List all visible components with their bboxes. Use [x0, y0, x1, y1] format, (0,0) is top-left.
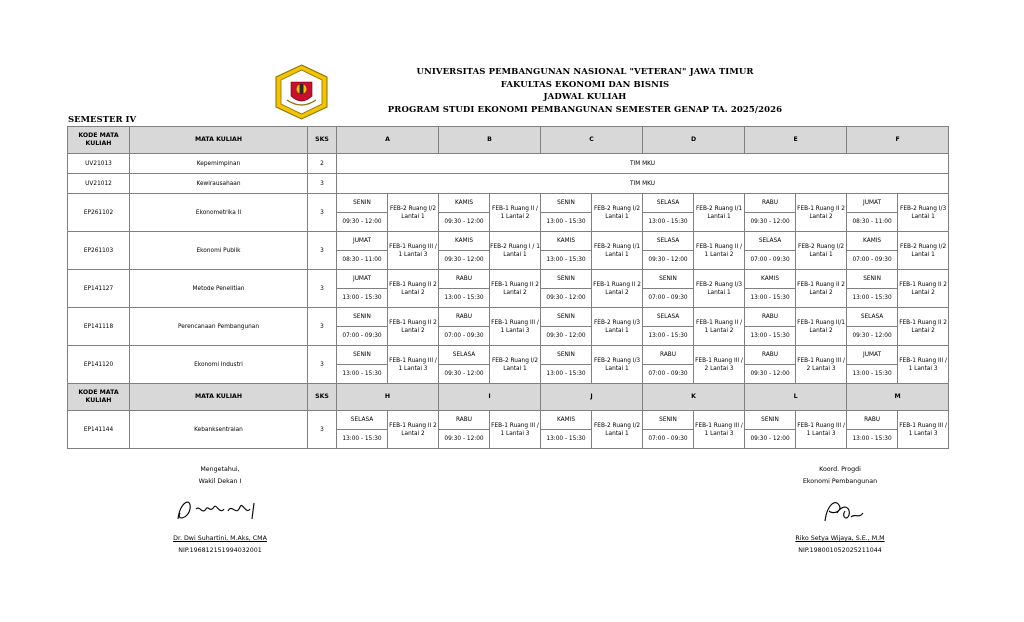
signature-right-nip: NIP.198001052025211044: [798, 547, 882, 554]
session-room: FEB-1 Ruang II / 1 Lantai 2: [694, 232, 745, 270]
session-time: 13:00 - 15:30: [847, 365, 898, 384]
session-day: SELASA: [643, 308, 694, 327]
session-room: FEB-2 Ruang I/2 Lantai 1: [388, 194, 439, 232]
session-room: FEB-2 Ruang I/3 Lantai 1: [694, 270, 745, 308]
session-time: 09:30 - 12:00: [541, 327, 592, 346]
course-sks: 3: [308, 346, 337, 384]
session-room: FEB-1 Ruang II 2 Lantai 2: [490, 270, 541, 308]
session-day: SENIN: [745, 411, 796, 430]
header-class: H: [337, 384, 439, 411]
course-code: EP141118: [68, 308, 130, 346]
session-room: FEB-1 Ruang III / 1 Lantai 3: [796, 411, 847, 449]
course-name: Ekonomi Industri: [130, 346, 308, 384]
session-day: SELASA: [847, 308, 898, 327]
header-course: MATA KULIAH: [130, 127, 308, 154]
session-room: FEB-1 Ruang II 2 Lantai 2: [796, 270, 847, 308]
session-day: RABU: [439, 270, 490, 289]
session-day: SELASA: [745, 232, 796, 251]
header-sks: SKS: [308, 384, 337, 411]
header-class: A: [337, 127, 439, 154]
session-time: 07:00 - 09:30: [337, 327, 388, 346]
session-time: 08:30 - 11:00: [847, 213, 898, 232]
course-code: EP261103: [68, 232, 130, 270]
session-time: 13:00 - 15:30: [337, 289, 388, 308]
course-name: Perencanaan Pembangunan: [130, 308, 308, 346]
session-day: RABU: [439, 308, 490, 327]
session-day: SENIN: [541, 194, 592, 213]
document-header: [300, 66, 870, 116]
session-room: FEB-2 Ruang I/2 Lantai 1: [490, 346, 541, 384]
session-room: FEB-1 Ruang III / 2 Lantai 3: [796, 346, 847, 384]
session-day: RABU: [643, 346, 694, 365]
table-row: [68, 232, 949, 251]
session-time: 09:30 - 12:00: [439, 430, 490, 449]
session-day: SELASA: [337, 411, 388, 430]
session-day: SENIN: [337, 346, 388, 365]
table-row: [68, 154, 949, 174]
session-day: KAMIS: [439, 194, 490, 213]
table-header-row: [68, 384, 949, 411]
session-room: FEB-1 Ruang II 2 Lantai 2: [388, 411, 439, 449]
session-room: FEB-1 Ruang III / 1 Lantai 3: [388, 346, 439, 384]
session-day: SENIN: [337, 194, 388, 213]
session-room: FEB-1 Ruang III / 1 Lantai 3: [898, 346, 949, 384]
signature-right-line2: Ekonomi Pembangunan: [802, 478, 878, 485]
session-time: 09:30 - 12:00: [745, 365, 796, 384]
course-code: UV21012: [68, 174, 130, 194]
course-sks: 3: [308, 174, 337, 194]
session-day: JUMAT: [847, 346, 898, 365]
session-time: 09:30 - 12:00: [847, 327, 898, 346]
session-time: 09:30 - 12:00: [745, 430, 796, 449]
course-sks: 3: [308, 270, 337, 308]
session-day: SENIN: [643, 270, 694, 289]
session-time: 13:00 - 15:30: [847, 430, 898, 449]
table-row: [68, 308, 949, 327]
session-time: 09:30 - 12:00: [541, 289, 592, 308]
session-day: RABU: [847, 411, 898, 430]
header-class: M: [847, 384, 949, 411]
signature-left-image: [170, 491, 270, 528]
course-sks: 3: [308, 308, 337, 346]
session-day: KAMIS: [541, 411, 592, 430]
session-time: 07:00 - 09:30: [439, 327, 490, 346]
document-title: JADWAL KULIAH: [543, 92, 627, 102]
signature-block-left: [160, 464, 280, 557]
signature-right-name: Riko Setya Wijaya, S.E., M.M: [795, 535, 885, 542]
course-code: EP141120: [68, 346, 130, 384]
session-day: SELASA: [439, 346, 490, 365]
signature-left-line2: Wakil Dekan I: [198, 478, 242, 485]
course-sks: 3: [308, 194, 337, 232]
course-sks: 2: [308, 154, 337, 174]
session-room: FEB-1 Ruang II 2 Lantai 2: [796, 194, 847, 232]
session-day: KAMIS: [439, 232, 490, 251]
session-time: 13:00 - 15:30: [541, 365, 592, 384]
session-time: 07:00 - 09:30: [643, 430, 694, 449]
session-day: KAMIS: [541, 232, 592, 251]
session-time: 09:30 - 12:00: [439, 365, 490, 384]
session-room: FEB-2 Ruang I/2 Lantai 1: [592, 194, 643, 232]
session-room: FEB-1 Ruang II/1 Lantai 2: [796, 308, 847, 346]
session-day: SENIN: [337, 308, 388, 327]
session-time: 13:00 - 15:30: [541, 251, 592, 270]
session-time: 13:00 - 15:30: [541, 213, 592, 232]
session-day: SENIN: [541, 270, 592, 289]
signature-left-name: Dr. Dwi Suhartini, M.Aks, CMA: [173, 535, 267, 542]
session-day: SELASA: [643, 232, 694, 251]
schedule-table: [67, 126, 949, 449]
signature-right-image: [805, 491, 875, 528]
course-name: Kepemimpinan: [130, 154, 308, 174]
session-time: 13:00 - 15:30: [643, 327, 694, 346]
session-room: FEB-2 Ruang I/1 Lantai 1: [694, 194, 745, 232]
header-class: B: [439, 127, 541, 154]
session-time: 13:00 - 15:30: [745, 327, 796, 346]
session-time: 13:00 - 15:30: [337, 365, 388, 384]
course-code: UV21013: [68, 154, 130, 174]
session-room: FEB-1 Ruang III / 2 Lantai 3: [694, 346, 745, 384]
session-room: FEB-2 Ruang I/3 Lantai 1: [898, 194, 949, 232]
signature-right-line1: Koord. Progdi: [819, 466, 861, 473]
session-room: FEB-1 Ruang III / 1 Lantai 3: [490, 411, 541, 449]
session-time: 09:30 - 12:00: [439, 251, 490, 270]
header-class: D: [643, 127, 745, 154]
course-name: Metode Penelitian: [130, 270, 308, 308]
table-row: [68, 194, 949, 213]
session-day: JUMAT: [337, 232, 388, 251]
table-row: [68, 270, 949, 289]
session-room: FEB-1 Ruang III / 1 Lantai 3: [694, 411, 745, 449]
session-time: 07:00 - 09:30: [745, 251, 796, 270]
session-time: 07:00 - 09:30: [847, 251, 898, 270]
session-time: 09:30 - 12:00: [439, 213, 490, 232]
session-day: SELASA: [643, 194, 694, 213]
session-room: FEB-1 Ruang III / 1 Lantai 3: [898, 411, 949, 449]
session-day: JUMAT: [847, 194, 898, 213]
session-day: SENIN: [541, 346, 592, 365]
table-row: [68, 174, 949, 194]
table-header-row: [68, 127, 949, 154]
session-room: FEB-1 Ruang II 2 Lantai 2: [592, 270, 643, 308]
tim-mku-note: TIM MKU: [337, 154, 949, 174]
course-code: EP141144: [68, 411, 130, 449]
session-day: SENIN: [643, 411, 694, 430]
session-time: 13:00 - 15:30: [643, 213, 694, 232]
session-room: FEB-2 Ruang I/2 Lantai 1: [796, 232, 847, 270]
session-time: 13:00 - 15:30: [439, 289, 490, 308]
header-class: F: [847, 127, 949, 154]
session-time: 07:00 - 09:30: [643, 365, 694, 384]
header-class: C: [541, 127, 643, 154]
session-day: RABU: [439, 411, 490, 430]
session-day: SENIN: [541, 308, 592, 327]
session-room: FEB-1 Ruang II 2 Lantai 2: [388, 308, 439, 346]
course-sks: 3: [308, 411, 337, 449]
session-time: 13:00 - 15:30: [847, 289, 898, 308]
header-class: J: [541, 384, 643, 411]
table-row: [68, 411, 949, 430]
signature-block-right: [775, 464, 905, 557]
session-day: JUMAT: [337, 270, 388, 289]
session-room: FEB-1 Ruang III / 1 Lantai 3: [490, 308, 541, 346]
session-day: SENIN: [847, 270, 898, 289]
header-class: E: [745, 127, 847, 154]
session-day: RABU: [745, 308, 796, 327]
session-room: FEB-1 Ruang II / 1 Lantai 2: [694, 308, 745, 346]
course-code: EP141127: [68, 270, 130, 308]
session-time: 09:30 - 12:00: [643, 251, 694, 270]
session-time: 09:30 - 12:00: [337, 213, 388, 232]
table-row: [68, 346, 949, 365]
session-room: FEB-1 Ruang II 2 Lantai 2: [898, 270, 949, 308]
session-room: FEB-1 Ruang II 2 Lantai 2: [898, 308, 949, 346]
session-room: FEB-2 Ruang I/1 Lantai 1: [592, 232, 643, 270]
course-name: Ekonomi Publik: [130, 232, 308, 270]
session-time: 09:30 - 12:00: [745, 213, 796, 232]
tim-mku-note: TIM MKU: [337, 174, 949, 194]
header-code: KODE MATA KULIAH: [68, 127, 130, 154]
header-code: KODE MATA KULIAH: [68, 384, 130, 411]
session-time: 07:00 - 09:30: [643, 289, 694, 308]
session-day: KAMIS: [745, 270, 796, 289]
session-day: KAMIS: [847, 232, 898, 251]
session-time: 13:00 - 15:30: [745, 289, 796, 308]
session-time: 13:00 - 15:30: [541, 430, 592, 449]
header-class: I: [439, 384, 541, 411]
session-room: FEB-1 Ruang III / 1 Lantai 3: [388, 232, 439, 270]
session-room: FEB-1 Ruang II / 1 Lantai 2: [490, 194, 541, 232]
session-day: RABU: [745, 194, 796, 213]
course-name: Kebanksentralan: [130, 411, 308, 449]
header-class: K: [643, 384, 745, 411]
faculty-name: FAKULTAS EKONOMI DAN BISNIS: [500, 79, 670, 90]
session-room: FEB-2 Ruang I/2 Lantai 1: [592, 411, 643, 449]
session-room: FEB-1 Ruang II 2 Lantai 2: [388, 270, 439, 308]
course-name: Kewirausahaan: [130, 174, 308, 194]
signature-left-nip: NIP.196812151994032001: [178, 547, 262, 554]
course-sks: 3: [308, 232, 337, 270]
header-class: L: [745, 384, 847, 411]
session-room: FEB-2 Ruang I / 1 Lantai 1: [490, 232, 541, 270]
semester-label: SEMESTER IV: [68, 115, 137, 125]
session-time: 13:00 - 15:30: [337, 430, 388, 449]
header-sks: SKS: [308, 127, 337, 154]
signature-left-line1: Mengetahui,: [200, 466, 240, 473]
session-room: FEB-2 Ruang I/2 Lantai 1: [898, 232, 949, 270]
session-time: 08:30 - 11:00: [337, 251, 388, 270]
program-title: PROGRAM STUDI EKONOMI PEMBANGUNAN SEMESTER GENAP TA. 2025/2026: [387, 104, 783, 115]
course-name: Ekonometrika II: [130, 194, 308, 232]
session-room: FEB-2 Ruang I/3 Lantai 1: [592, 308, 643, 346]
session-day: RABU: [745, 346, 796, 365]
university-name: UNIVERSITAS PEMBANGUNAN NASIONAL "VETERAN" JAWA TIMUR: [416, 67, 754, 77]
header-course: MATA KULIAH: [130, 384, 308, 411]
session-room: FEB-2 Ruang I/3 Lantai 1: [592, 346, 643, 384]
course-code: EP261102: [68, 194, 130, 232]
